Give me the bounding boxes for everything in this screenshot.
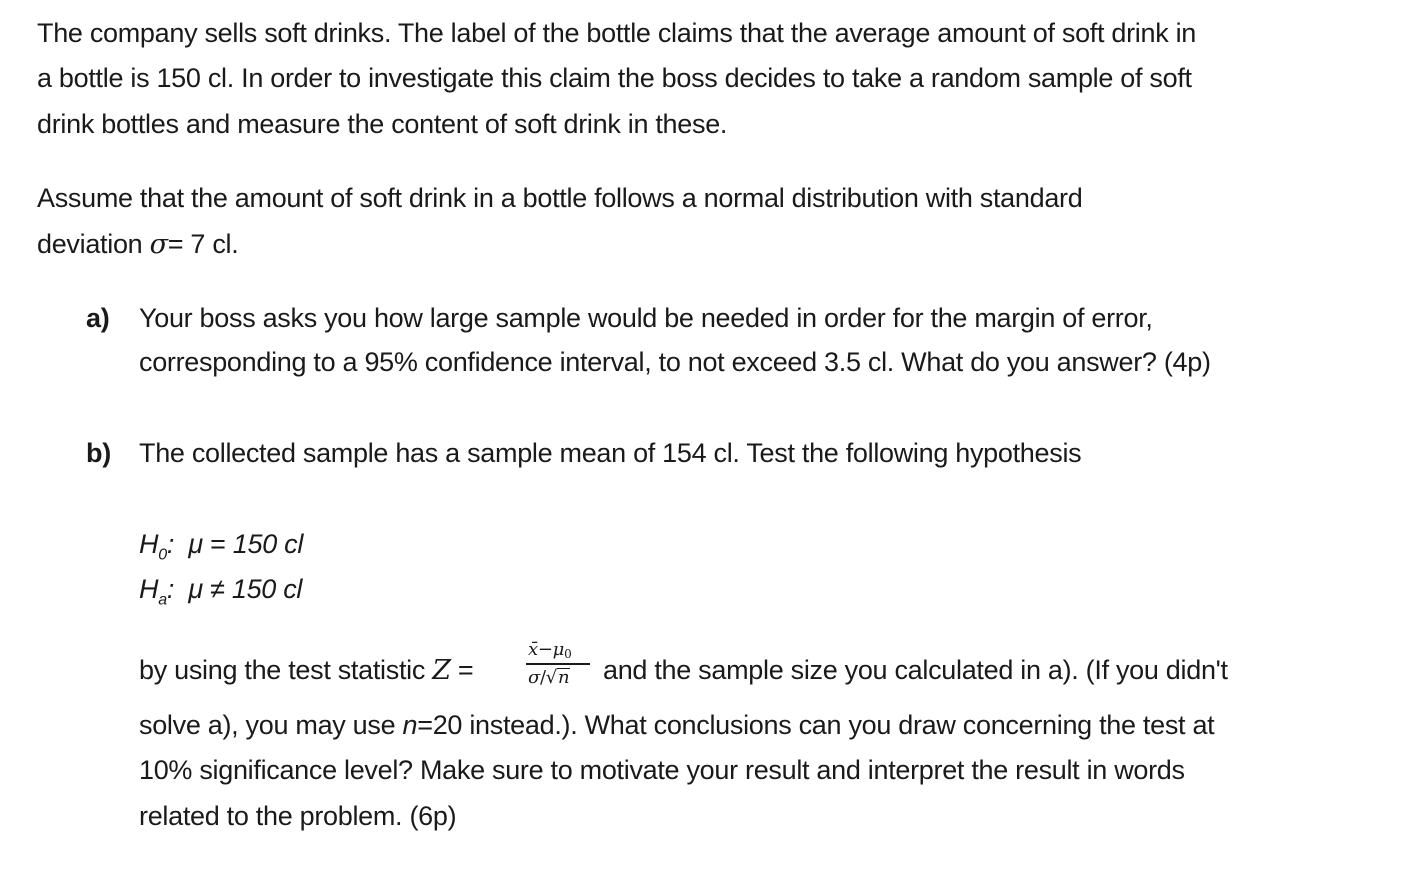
sigma-den-symbol: σ: [528, 667, 540, 688]
related-line: related to the problem. (6p): [139, 801, 457, 831]
sigma-symbol: σ: [149, 229, 168, 260]
z-variable: Z: [432, 655, 451, 686]
alternative-hypothesis: [139, 573, 302, 616]
minus-sign: −: [537, 639, 553, 660]
h0-operator: =: [210, 529, 226, 559]
fraction-numerator: [528, 640, 571, 664]
ha-colon: :: [166, 574, 175, 604]
intro-line-3: drink bottles and measure the content of soft drink in these.: [37, 109, 728, 139]
ha-mu: μ: [188, 574, 203, 604]
test-statistic-line-prefix: [139, 654, 473, 687]
test-statistic-prefix: by using the test statistic: [139, 655, 433, 685]
assumption-line-2-prefix: deviation: [37, 229, 150, 259]
intro-line-2: a bottle is 150 cl. In order to investigate this claim the boss decides to take a random sample of soft: [37, 63, 1192, 93]
ha-operator: ≠: [210, 574, 225, 604]
sqrt-symbol: √: [545, 667, 557, 688]
sqrt-radicand: n: [557, 667, 570, 688]
assumption-line-2-suffix: = 7 cl.: [167, 229, 239, 259]
h0-value: 150 cl: [232, 529, 304, 559]
fraction-bar: [526, 663, 590, 665]
h0-subscript: 0: [158, 546, 167, 564]
mu-subscript: 0: [564, 647, 572, 661]
z-equals: =: [457, 655, 474, 685]
part-a-line-2: corresponding to a 95% confidence interval, to not exceed 3.5 cl. What do you answer? (4p): [139, 347, 1211, 377]
fraction-denominator: [528, 667, 570, 689]
solve-line-suffix: =20 instead.). What conclusions can you draw concerning the test at: [417, 710, 1215, 740]
x-bar-symbol: x̄: [528, 639, 538, 660]
null-hypothesis: [139, 528, 303, 571]
mu-symbol: μ: [552, 639, 565, 660]
ha-symbol: H: [139, 574, 159, 604]
h0-mu: μ: [188, 529, 203, 559]
n-variable: n: [402, 710, 418, 740]
h0-symbol: H: [139, 529, 159, 559]
intro-line-1: The company sells soft drinks. The label of the bottle claims that the average amount of soft drink in: [37, 18, 1197, 48]
part-b-label: b): [86, 438, 111, 468]
test-statistic-fraction: [522, 640, 592, 700]
test-statistic-suffix: and the sample size you calculated in a). (If you didn't: [603, 655, 1228, 685]
solve-line: [139, 709, 1214, 741]
part-a-label: a): [86, 303, 110, 333]
part-a-line-1: Your boss asks you how large sample would be needed in order for the margin of error,: [139, 303, 1153, 333]
h0-colon: :: [166, 529, 175, 559]
part-b-line-1: The collected sample has a sample mean of 154 cl. Test the following hypothesis: [139, 438, 1082, 468]
ha-subscript: a: [158, 591, 167, 609]
solve-line-prefix: solve a), you may use: [139, 710, 403, 740]
ha-value: 150 cl: [231, 574, 303, 604]
assumption-line-2: [37, 228, 238, 261]
assumption-line-1: Assume that the amount of soft drink in a bottle follows a normal distribution with standard: [37, 183, 1083, 213]
significance-line: 10% significance level? Make sure to motivate your result and interpret the result in words: [139, 755, 1185, 785]
slash-symbol: /: [540, 667, 546, 688]
